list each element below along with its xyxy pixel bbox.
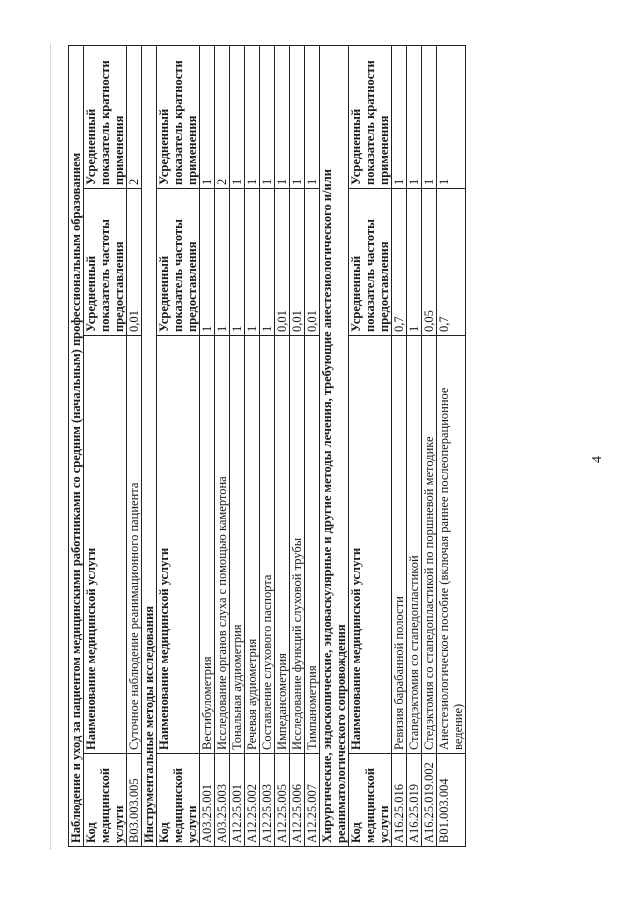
service-name: Суточное наблюдение реанимационного пациента — [127, 336, 142, 754]
table-row — [200, 45, 215, 846]
section-title-row — [142, 45, 157, 846]
table-row — [245, 45, 260, 846]
multiplicity-value: 1 — [290, 45, 305, 188]
frequency-value: 1 — [230, 189, 245, 336]
service-code: A12.25.005 — [275, 754, 290, 847]
multiplicity-value: 1 — [392, 45, 407, 188]
section-title: Хирургические, эндоскопические, эндоваскулярные и другие методы лечения, требующие анестезиологического и/или реаниматологического сопровождения — [320, 45, 349, 846]
header-name: Наименование медицинской услуги — [157, 336, 200, 754]
frequency-value: 1 — [407, 189, 422, 336]
header-row — [84, 45, 127, 846]
service-name: Вестибулометрия — [200, 336, 215, 754]
scan-edge — [50, 43, 51, 849]
services-table — [68, 45, 466, 847]
section-title: Инструментальные методы исследования — [142, 45, 157, 846]
service-name: Анестезиологическое пособие (включая раннее послеоперационное ведение) — [437, 336, 466, 754]
multiplicity-value: 2 — [215, 45, 230, 188]
header-frequency: Усредненный показатель частоты предоставления — [349, 189, 392, 336]
service-code: A16.25.019.002 — [422, 754, 437, 847]
service-code: A12.25.002 — [245, 754, 260, 847]
section-title: Наблюдение и уход за пациентом медицинскими работниками со средним (начальным) профессиональным образованием — [69, 45, 84, 846]
service-name: Импедансометрия — [275, 336, 290, 754]
service-code: A12.25.003 — [260, 754, 275, 847]
multiplicity-value: 1 — [422, 45, 437, 188]
service-name: Исследование органов слуха с помощью камертона — [215, 336, 230, 754]
header-frequency: Усредненный показатель частоты предоставления — [84, 189, 127, 336]
frequency-value: 0,05 — [422, 189, 437, 336]
page-number: 4 — [590, 456, 605, 463]
service-name: Тональная аудиометрия — [230, 336, 245, 754]
services-table-body — [69, 45, 466, 846]
service-name: Стедэктомия со стапедопластикой по поршневой методике — [422, 336, 437, 754]
multiplicity-value: 1 — [407, 45, 422, 188]
service-code: B01.003.004 — [437, 754, 466, 847]
multiplicity-value: 2 — [127, 45, 142, 188]
header-name: Наименование медицинской услуги — [349, 336, 392, 754]
service-code: A03.25.001 — [200, 754, 215, 847]
service-name: Исследование функций слуховой трубы — [290, 336, 305, 754]
frequency-value: 0,01 — [127, 189, 142, 336]
frequency-value: 1 — [215, 189, 230, 336]
table-row — [260, 45, 275, 846]
section-title-row — [69, 45, 84, 846]
frequency-value: 1 — [200, 189, 215, 336]
service-name: Речевая аудиометрия — [245, 336, 260, 754]
frequency-value: 1 — [260, 189, 275, 336]
table-row — [305, 45, 320, 846]
service-code: A03.25.003 — [215, 754, 230, 847]
frequency-value: 0,7 — [437, 189, 466, 336]
table-row — [127, 45, 142, 846]
multiplicity-value: 1 — [275, 45, 290, 188]
header-row — [157, 45, 200, 846]
service-code: A12.25.001 — [230, 754, 245, 847]
header-code: Код медицинской услуги — [349, 754, 392, 847]
header-multiplicity: Усредненный показатель кратности применения — [157, 45, 200, 188]
table-row — [407, 45, 422, 846]
multiplicity-value: 1 — [260, 45, 275, 188]
header-row — [349, 45, 392, 846]
multiplicity-value: 1 — [437, 45, 466, 188]
table-row — [215, 45, 230, 846]
service-name: Тимпанометрия — [305, 336, 320, 754]
service-code: A16.25.016 — [392, 754, 407, 847]
header-frequency: Усредненный показатель частоты предоставления — [157, 189, 200, 336]
header-multiplicity: Усредненный показатель кратности применения — [84, 45, 127, 188]
multiplicity-value: 1 — [305, 45, 320, 188]
frequency-value: 0,01 — [290, 189, 305, 336]
frequency-value: 0,01 — [275, 189, 290, 336]
frequency-value: 1 — [245, 189, 260, 336]
frequency-value: 0,7 — [392, 189, 407, 336]
service-name: Стапедэктомия со стапедопластикой — [407, 336, 422, 754]
service-code: A12.25.007 — [305, 754, 320, 847]
service-code: A16.25.019 — [407, 754, 422, 847]
service-code: B03.003.005 — [127, 754, 142, 847]
table-row — [290, 45, 305, 846]
multiplicity-value: 1 — [230, 45, 245, 188]
table-row — [437, 45, 466, 846]
header-name: Наименование медицинской услуги — [84, 336, 127, 754]
table-row — [230, 45, 245, 846]
section-title-row — [320, 45, 349, 846]
service-code: A12.25.006 — [290, 754, 305, 847]
header-multiplicity: Усредненный показатель кратности применения — [349, 45, 392, 188]
frequency-value: 0,01 — [305, 189, 320, 336]
table-row — [422, 45, 437, 846]
service-name: Ревизия барабанной полости — [392, 336, 407, 754]
table-row — [392, 45, 407, 846]
multiplicity-value: 1 — [200, 45, 215, 188]
table-row — [275, 45, 290, 846]
header-code: Код медицинской услуги — [84, 754, 127, 847]
service-name: Составление слухового паспорта — [260, 336, 275, 754]
multiplicity-value: 1 — [245, 45, 260, 188]
header-code: Код медицинской услуги — [157, 754, 200, 847]
